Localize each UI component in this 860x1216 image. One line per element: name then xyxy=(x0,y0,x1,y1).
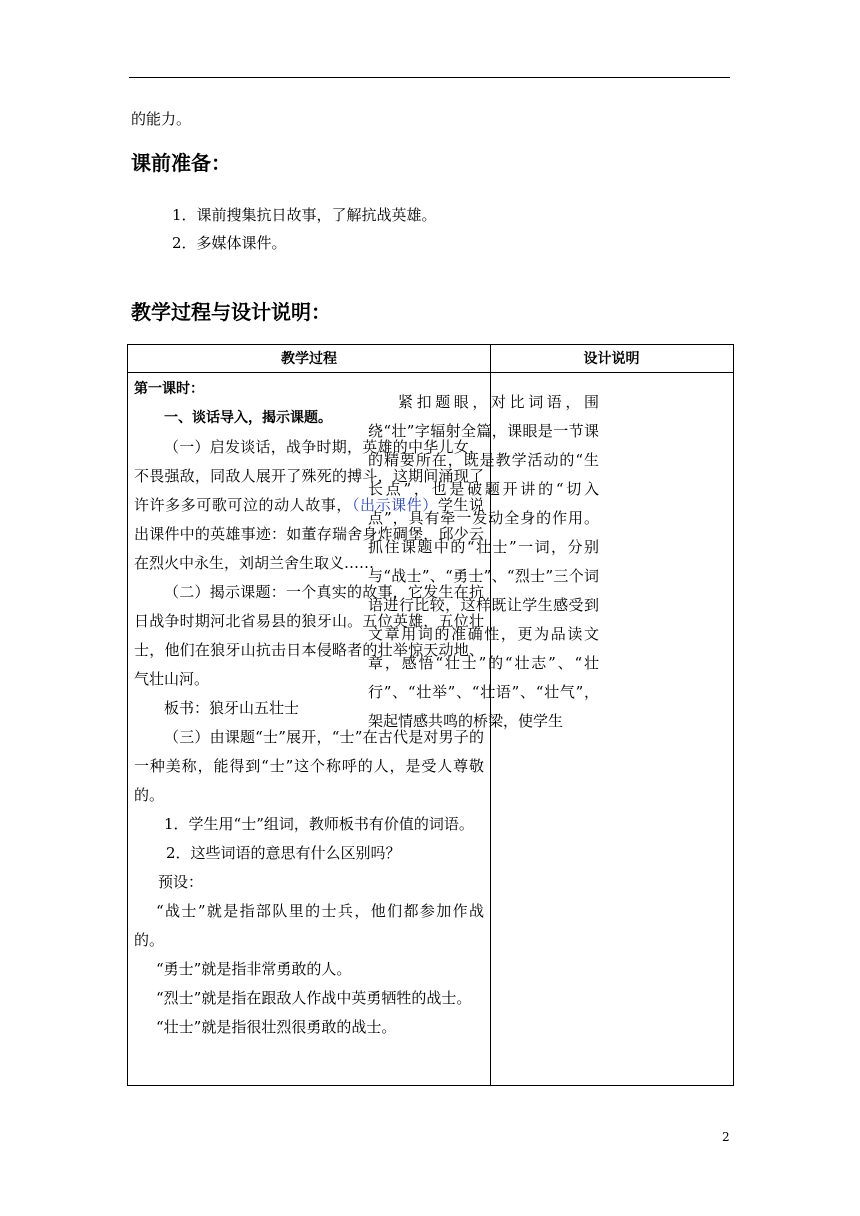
preset-label: 预设： xyxy=(158,873,204,891)
definition-item: “勇士”就是指非常勇敢的人。 xyxy=(156,960,352,978)
definition-item: “战士”就是指部队里的士兵，他们都参加作战的。 xyxy=(134,902,484,949)
courseware-link: （出示课件） xyxy=(351,496,438,514)
header-rule xyxy=(129,77,730,78)
process-heading: 教学过程与设计说明： xyxy=(131,300,331,324)
section-title: 一、谈话导入，揭示课题。 xyxy=(164,410,332,426)
definition-item: “壮士”就是指很壮烈很勇敢的战士。 xyxy=(156,1018,397,1036)
prep-item: 2．多媒体课件。 xyxy=(172,234,287,252)
prep-item: 1．课前搜集抗日故事，了解抗战英雄。 xyxy=(172,206,437,224)
lesson-label: 第一课时： xyxy=(134,381,204,397)
design-note-cell: 紧扣题眼，对比词语，围绕“壮”字辐射全篇，课眼是一节课的精要所在，既是教学活动的“生长点”，也是破题开讲的“切入点”，具有牵一发动全身的作用。抓住课题中的“壮士”一词，分别与“战士”、“勇士”、“烈士”三个词语进行比较，这样既让学生感受到文章用词的准确性，更为品读文章，感悟“壮士”的“壮志”、“壮行”、“壮举”、“壮语”、“壮气”，架起情感共鸣的桥梁，使学生 xyxy=(368,393,599,730)
board-writing: 板书：狼牙山五壮士 xyxy=(164,699,300,717)
page-number: 2 xyxy=(722,1130,730,1144)
header-teaching-process: 教学过程 xyxy=(128,345,490,373)
paragraph-shi: （三）由课题“士”展开，“士”在古代是对男子的一种美称，能得到“士”这个称呼的人，是受人尊敬的。 xyxy=(134,728,484,804)
prep-heading: 课前准备： xyxy=(131,151,231,175)
paragraph-topic: （二）揭示课题：一个真实的故事，它发生在抗日战争时期河北省易县的狼牙山。五位英雄，五位壮士，他们在狼牙山抗击日本侵略者的壮举惊天动地、气壮山河。 xyxy=(134,583,484,688)
header-design-notes: 设计说明 xyxy=(490,345,733,373)
paragraph-intro-text-2: 学生说出课件中的英雄事迹：如董存瑞舍身炸碉堡，邱少云在烈火中永生，刘胡兰舍生取义…… xyxy=(134,496,484,572)
continuation-text: 的能力。 xyxy=(131,110,192,128)
definition-item: “烈士”就是指在跟敌人作战中英勇牺牲的战士。 xyxy=(156,989,472,1007)
question-1: 1．学生用“士”组词，教师板书有价值的词语。 xyxy=(164,815,474,833)
paragraph-intro-text: （一）启发谈话，战争时期，英雄的中华儿女，不畏强敌，同敌人展开了殊死的搏斗，这期间涌现了许许多多可歌可泣的动人故事， xyxy=(134,438,484,514)
prep-list xyxy=(172,201,437,257)
question-2: 2．这些词语的意思有什么区别吗？ xyxy=(166,844,401,862)
